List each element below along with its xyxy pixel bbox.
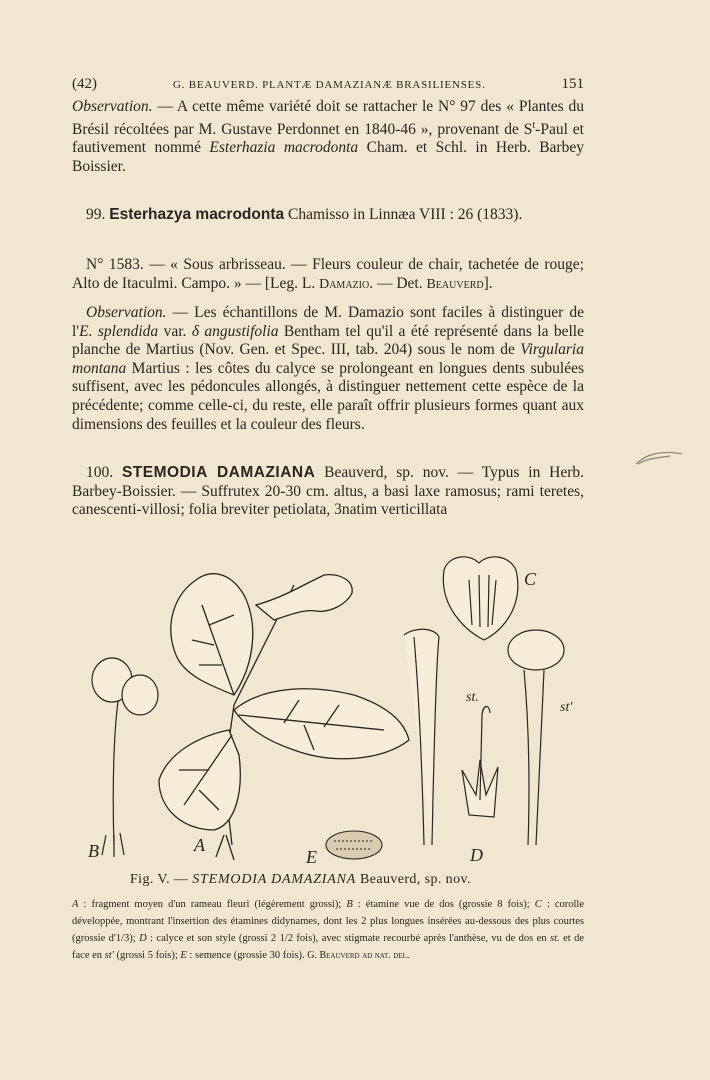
stamen-st: [404, 629, 439, 845]
entry-number: 100.: [86, 464, 122, 481]
superscript: t: [532, 119, 536, 131]
text: : fragment moyen d'un rameau fleuri (légèrement grossi);: [78, 899, 347, 910]
stamen-b: [92, 658, 158, 857]
species-heading: STEMODIA DAMAZIANA: [121, 464, 316, 481]
text: — A cette même variété doit se rattacher le N° 97 des « Plantes du Brésil récoltées par M. Gustave Perdonnet en 1840-46 », provenant de S: [72, 98, 584, 138]
species-name: Virgularia montana: [72, 341, 584, 377]
caption-letter: st': [104, 950, 114, 961]
caption-letter: A: [72, 899, 79, 910]
observation-paragraph-2: [72, 304, 584, 434]
collector-name: Damazio: [319, 276, 370, 292]
label-st: st.: [466, 690, 479, 705]
caption-letter: D: [139, 933, 147, 944]
text: N° 1583. — « Sous arbrisseau. — Fleurs couleur de chair, tachetée de rouge; Alto de Itaculmi. Campo. » — [Leg. L.: [72, 256, 584, 292]
running-header: [72, 76, 584, 93]
text: var.: [158, 322, 192, 340]
text: — Les échantillons de M. Damazio sont faciles à distinguer de l': [72, 304, 584, 340]
text: ].: [483, 274, 493, 292]
determiner-name: Beauverd: [426, 276, 484, 292]
species-name: STEMODIA DAMAZIANA: [192, 872, 357, 887]
caption-letter: E: [180, 950, 187, 961]
label-e: E: [306, 847, 317, 865]
page-label: (42): [72, 76, 97, 92]
figure-title: [130, 872, 471, 888]
entry-number: 99.: [86, 206, 110, 223]
entry-99: [72, 206, 584, 225]
variety-name: δ angustifolia: [191, 322, 279, 340]
observation-label: Observation.: [72, 98, 153, 115]
label-a: A: [194, 835, 205, 855]
corolla-c: [443, 557, 517, 640]
text: Beauverd, sp. nov. — Typus in Herb. Barbey-Boissier. — Suffrutex 20-30 cm. altus, a basi laxe ramosus; rami teretes, canescenti-villosi; folia breviter petiolata, 3natim verticillata: [72, 464, 585, 519]
text: Fig. V. —: [130, 872, 193, 887]
text: -Paul et fautivement nommé: [72, 120, 584, 157]
fraction: 1/2: [279, 933, 294, 944]
plant-fragment-a: [159, 574, 409, 860]
label-st-prime: st': [560, 700, 573, 715]
calyx-d: [462, 706, 498, 817]
stamen-st-prime: [508, 630, 564, 845]
text: fois), avec stigmate recourbé après l'anthèse, vu de dos en: [293, 933, 551, 944]
text: Bentham tel qu'il a été représenté dans la belle planche de Martius (Nov. Gen. et Spec. III, tab. 204) sous le nom de: [72, 322, 584, 359]
text: et de face en: [72, 933, 584, 961]
text: Chamisso in Linnæa VIII : 26 (1833).: [284, 206, 523, 223]
species-heading: Esterhazya macrodonta: [109, 206, 285, 223]
text: (grossi 5 fois);: [113, 950, 181, 961]
header-title: G. BEAUVERD. PLANTÆ DAMAZIANÆ BRASILIENSES.: [172, 79, 486, 91]
caption-letter: st.: [550, 933, 560, 944]
text: );: [129, 933, 140, 944]
illustrator-credit: G. Beauverd ad nat. del.: [307, 950, 410, 961]
text: : semence (grossie 30 fois).: [186, 950, 308, 961]
text: Cham. et Schl. in Herb. Barbey Boissier.: [72, 139, 584, 175]
figure-caption: [72, 896, 584, 964]
observation-paragraph-1: [72, 98, 584, 177]
caption-letter: B: [346, 899, 353, 910]
text: : calyce et son style (grossi 2: [146, 933, 280, 944]
seed-e: [326, 831, 382, 859]
text: Beauverd, sp. nov.: [356, 872, 471, 887]
text: Martius : les côtes du calyce se prolongeant en longues dents subulées suffisent, avec les pédoncules allongés, à distinguer nettement cette espèce de la précédente; comme celle-ci, du reste, elle paraît offrir plusieurs formes quant aux dimensions des feuilles et la couleur des fleurs.: [72, 359, 584, 433]
species-name: Esterhazia macrodonta: [209, 139, 359, 157]
pencil-mark: [634, 448, 684, 470]
fraction: 1/3: [115, 933, 130, 944]
label-c: C: [524, 569, 537, 589]
observation-label: Observation.: [86, 304, 167, 321]
page-number: 151: [561, 76, 584, 92]
label-b: B: [88, 841, 99, 861]
label-d: D: [470, 845, 483, 865]
text: . — Det.: [369, 274, 427, 292]
species-name: E. splendida: [79, 322, 159, 340]
text: : corolle développée, montrant l'insertion des étamines didynames, dont les 2 plus longues insérées au-dessous des plus courtes (grossie d': [72, 899, 584, 944]
caption-letter: C: [534, 899, 542, 910]
botanical-illustration: [84, 545, 584, 865]
entry-100: [72, 464, 584, 520]
specimen-1583: [72, 256, 584, 294]
text: : étamine vue de dos (grossie 8 fois);: [352, 899, 535, 910]
